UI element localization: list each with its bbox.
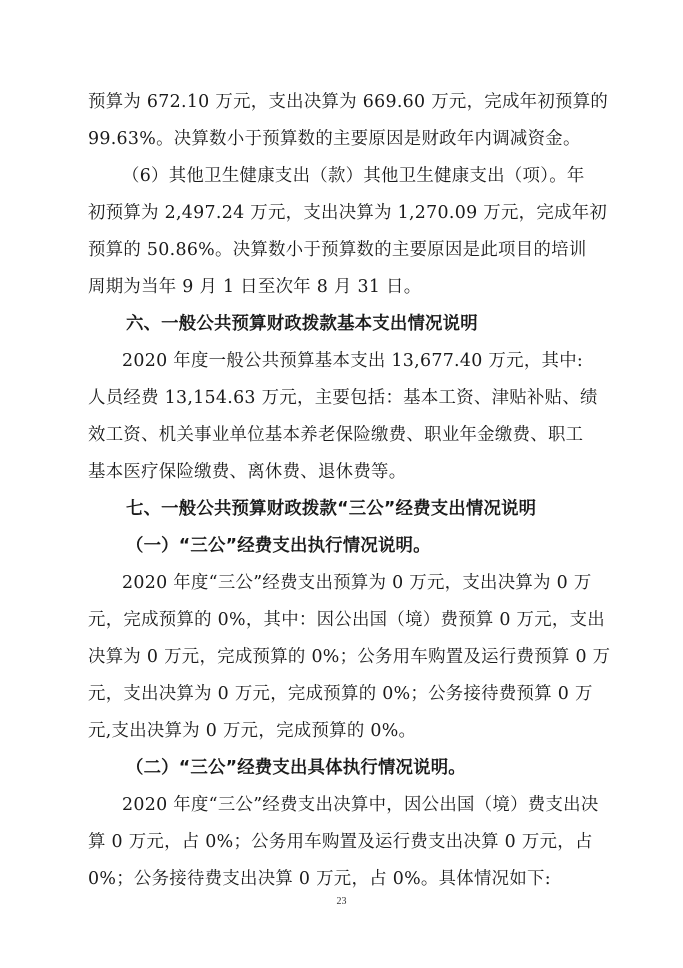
page-number: 23	[336, 896, 347, 907]
text-line: 元，支出决算为 0 万元，完成预算的 0%；公务接待费预算 0 万	[88, 684, 593, 704]
text-line: 人员经费 13,154.63 万元，主要包括：基本工资、津贴补贴、绩	[88, 388, 598, 408]
text-line: 初预算为 2,497.24 万元，支出决算为 1,270.09 万元，完成年初	[88, 203, 608, 223]
paragraph-start-line: 2020 年度“三公”经费支出预算为 0 万元，支出决算为 0 万	[122, 573, 592, 593]
text-line: 预算为 672.10 万元，支出决算为 669.60 万元，完成年初预算的	[88, 92, 609, 112]
text-line: 基本医疗保险缴费、离休费、退休费等。	[88, 462, 407, 482]
paragraph-start-line: 2020 年度“三公”经费支出决算中，因公出国（境）费支出决	[122, 795, 599, 815]
text-line: 预算的 50.86%。决算数小于预算数的主要原因是此项目的培训	[88, 240, 587, 260]
subsection-heading-1: （一）“三公”经费支出执行情况说明。	[126, 536, 431, 556]
text-line: 决算为 0 万元，完成预算的 0%；公务用车购置及运行费预算 0 万	[88, 647, 611, 667]
section-heading-6: 六、一般公共预算财政拨款基本支出情况说明	[126, 314, 478, 334]
paragraph-start-line: 2020 年度一般公共预算基本支出 13,677.40 万元，其中:	[122, 351, 584, 371]
text-line: 0%；公务接待费支出决算 0 万元，占 0%。具体情况如下:	[88, 869, 551, 889]
text-line: 元,支出决算为 0 万元，完成预算的 0%。	[88, 721, 417, 741]
text-line: 元，完成预算的 0%，其中：因公出国（境）费预算 0 万元，支出	[88, 610, 605, 630]
text-line: 99.63%。决算数小于预算数的主要原因是财政年内调减资金。	[88, 129, 581, 149]
subsection-heading-2: （二）“三公”经费支出具体执行情况说明。	[126, 758, 466, 778]
paragraph-start-line: （6）其他卫生健康支出（款）其他卫生健康支出（项）。年	[122, 166, 585, 186]
text-line: 算 0 万元，占 0%；公务用车购置及运行费支出决算 0 万元，占	[88, 832, 593, 852]
section-heading-7: 七、一般公共预算财政拨款“三公”经费支出情况说明	[126, 499, 537, 519]
document-body	[88, 84, 611, 898]
text-line: 周期为当年 9 月 1 日至次年 8 月 31 日。	[88, 277, 422, 297]
text-line: 效工资、机关事业单位基本养老保险缴费、职业年金缴费、职工	[88, 425, 584, 445]
